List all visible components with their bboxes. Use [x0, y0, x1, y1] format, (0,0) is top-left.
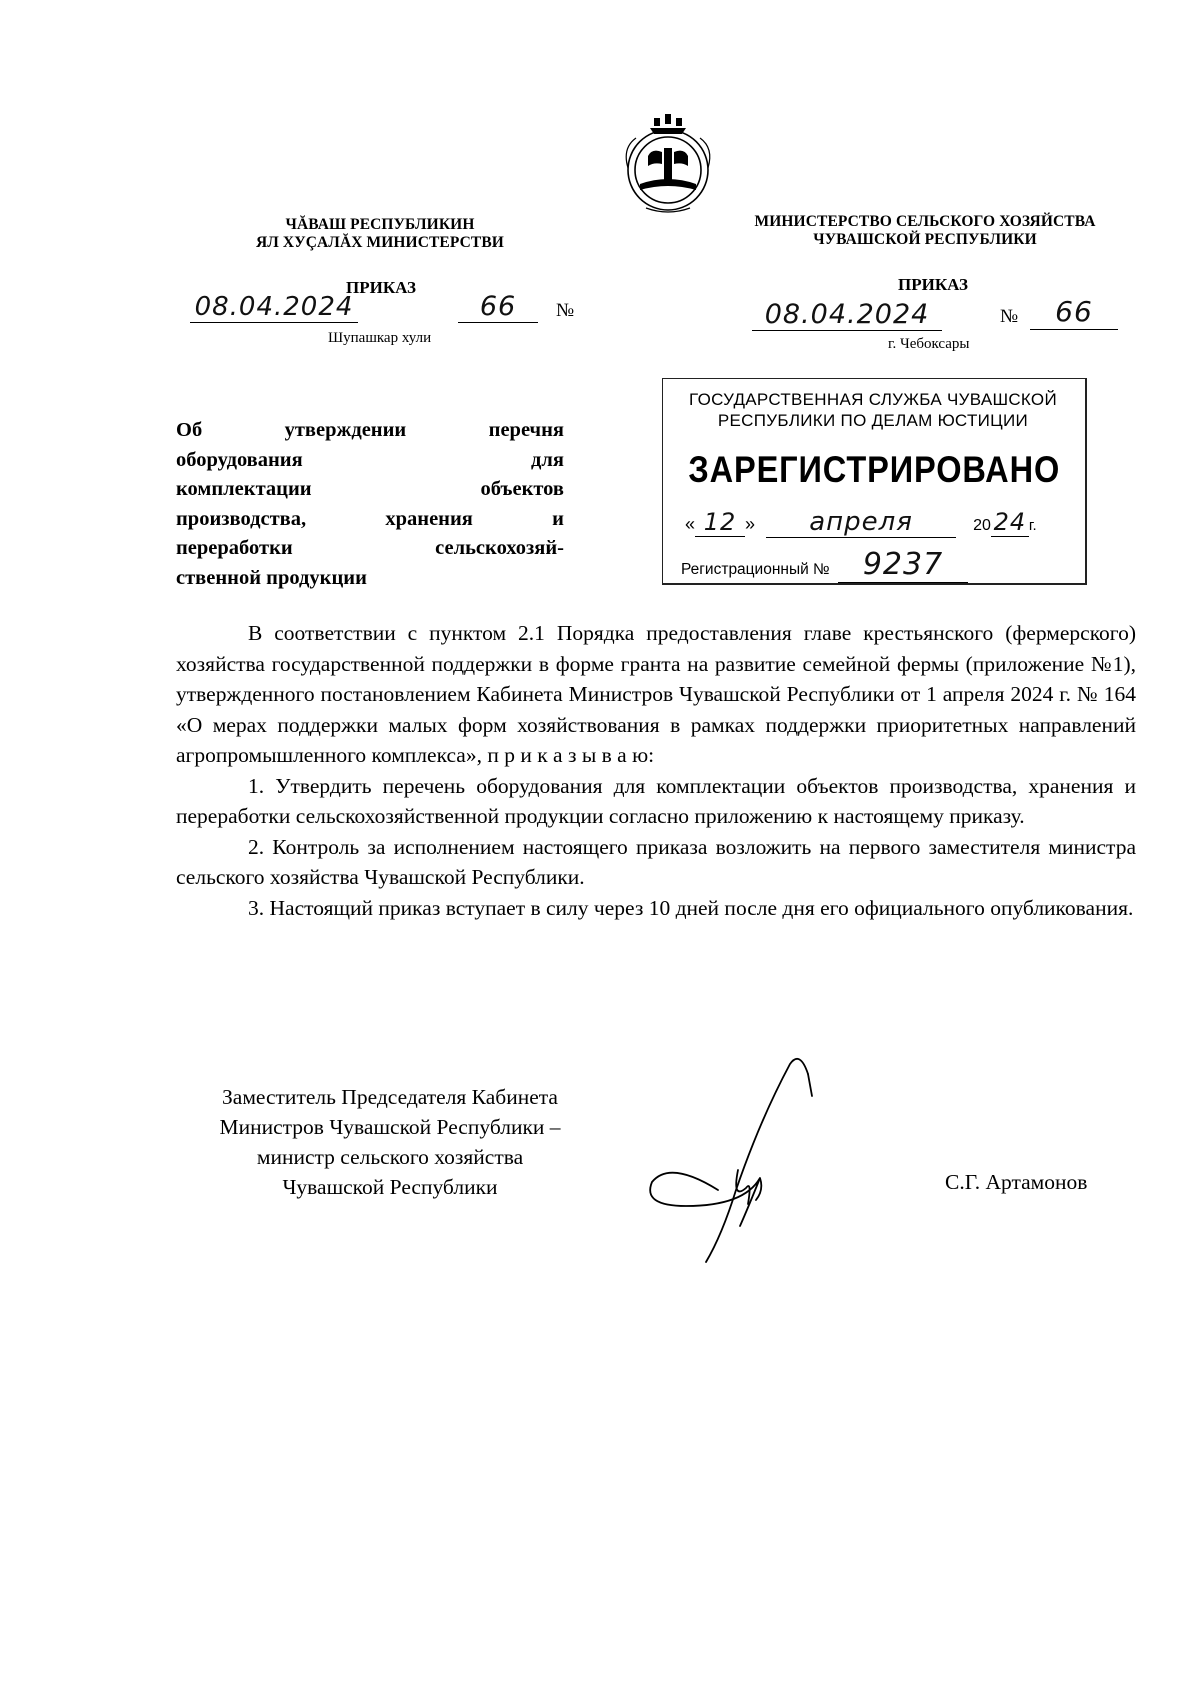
stamp-year-unit: г. [1028, 517, 1037, 534]
stamp-org-line2: РЕСПУБЛИКИ ПО ДЕЛАМ ЮСТИЦИИ [717, 411, 1029, 430]
stamp-date: « 12 » апреля 20 24 г. [685, 507, 1037, 537]
title-line: Об утверждении перечня [176, 419, 564, 441]
order-right-label: ПРИКАЗ [898, 275, 968, 294]
title-line: производства, хранения и [176, 507, 564, 530]
coat-of-arms-emblem [612, 108, 724, 218]
order-right-place: г. Чебоксары [888, 336, 970, 352]
stamp-year-suffix: 24 [991, 508, 1029, 537]
position-line3: министр сельского хозяйства [256, 1145, 524, 1169]
stamp-organization [673, 389, 1073, 431]
header-left-line2: ЯЛ ХУÇАЛĂХ МИНИСТЕРСТВИ [256, 234, 504, 251]
position-line4: Чувашской Республики [282, 1175, 498, 1199]
header-right-line2: ЧУВАШСКОЙ РЕСПУБЛИКИ [813, 231, 1037, 248]
order-left-place: Шупашкар хули [328, 330, 432, 346]
stamp-status: ЗАРЕГИСТРИРОВАНО [688, 449, 1061, 490]
body-preamble: В соответствии с пунктом 2.1 Порядка предоставления главе крестьянского (фермерского) хозяйства государственной поддержки в форме гранта на развитие семейной фермы (приложение №1), утвержденного постановлением Кабинета Министров Чувашской Республики от 1 апреля 2024 г. № 164 «О мерах поддержки малых форм хозяйствования в рамках поддержки приоритетных направлений агропромышленного комплекса», п р и к а з ы в а ю: [176, 621, 1136, 767]
stamp-registration [681, 547, 1071, 583]
position-line1: Заместитель Председателя Кабинета [222, 1085, 558, 1109]
registration-stamp [662, 378, 1087, 585]
header-right [735, 213, 1115, 249]
header-right-line1: МИНИСТЕРСТВО СЕЛЬСКОГО ХОЗЯЙСТВА [754, 213, 1096, 230]
body-item-1: 1. Утвердить перечень оборудования для комплектации объектов производства, хранения и переработки сельскохозяйственной продукции согласно приложению к настоящему приказу. [176, 773, 1136, 828]
order-left-number: 66 [458, 292, 538, 323]
stamp-reg-number: 9237 [838, 547, 968, 583]
title-line: комплектации объектов [176, 478, 564, 500]
order-left-label: ПРИКАЗ [346, 278, 416, 297]
header-left [215, 216, 545, 252]
order-right-number: 66 [1030, 295, 1118, 330]
handwritten-signature [640, 1030, 840, 1280]
body-item-3: 3. Настоящий приказ вступает в силу через 10 дней после дня его официального опубликования. [248, 895, 1134, 920]
body-item-2: 2. Контроль за исполнением настоящего приказа возложить на первого заместителя министра сельского хозяйства Чувашской Республики. [176, 834, 1136, 889]
stamp-year-prefix: 20 [973, 517, 991, 534]
order-left-number-sign: № [556, 300, 575, 321]
signatory-name: С.Г. Артамонов [945, 1170, 1088, 1194]
document-body [176, 618, 1136, 923]
document-title [176, 416, 564, 593]
stamp-day: 12 [695, 508, 745, 537]
stamp-org-line1: ГОСУДАРСТВЕННАЯ СЛУЖБА ЧУВАШСКОЙ [689, 390, 1057, 409]
order-right-date: 08.04.2024 [752, 300, 942, 331]
signatory-position [160, 1082, 620, 1202]
order-left-date: 08.04.2024 [190, 292, 358, 323]
position-line2: Министров Чувашской Республики – [219, 1115, 561, 1139]
header-left-line1: ЧĂВАШ РЕСПУБЛИКИН [285, 216, 475, 233]
title-line: ственной продукции [176, 566, 367, 589]
stamp-reg-label: Регистрационный № [681, 561, 830, 578]
stamp-month: апреля [766, 507, 956, 538]
title-line: оборудования для [176, 448, 564, 471]
title-line: переработки сельскохозяй- [176, 537, 564, 559]
order-right-number-sign: № [1000, 306, 1019, 327]
